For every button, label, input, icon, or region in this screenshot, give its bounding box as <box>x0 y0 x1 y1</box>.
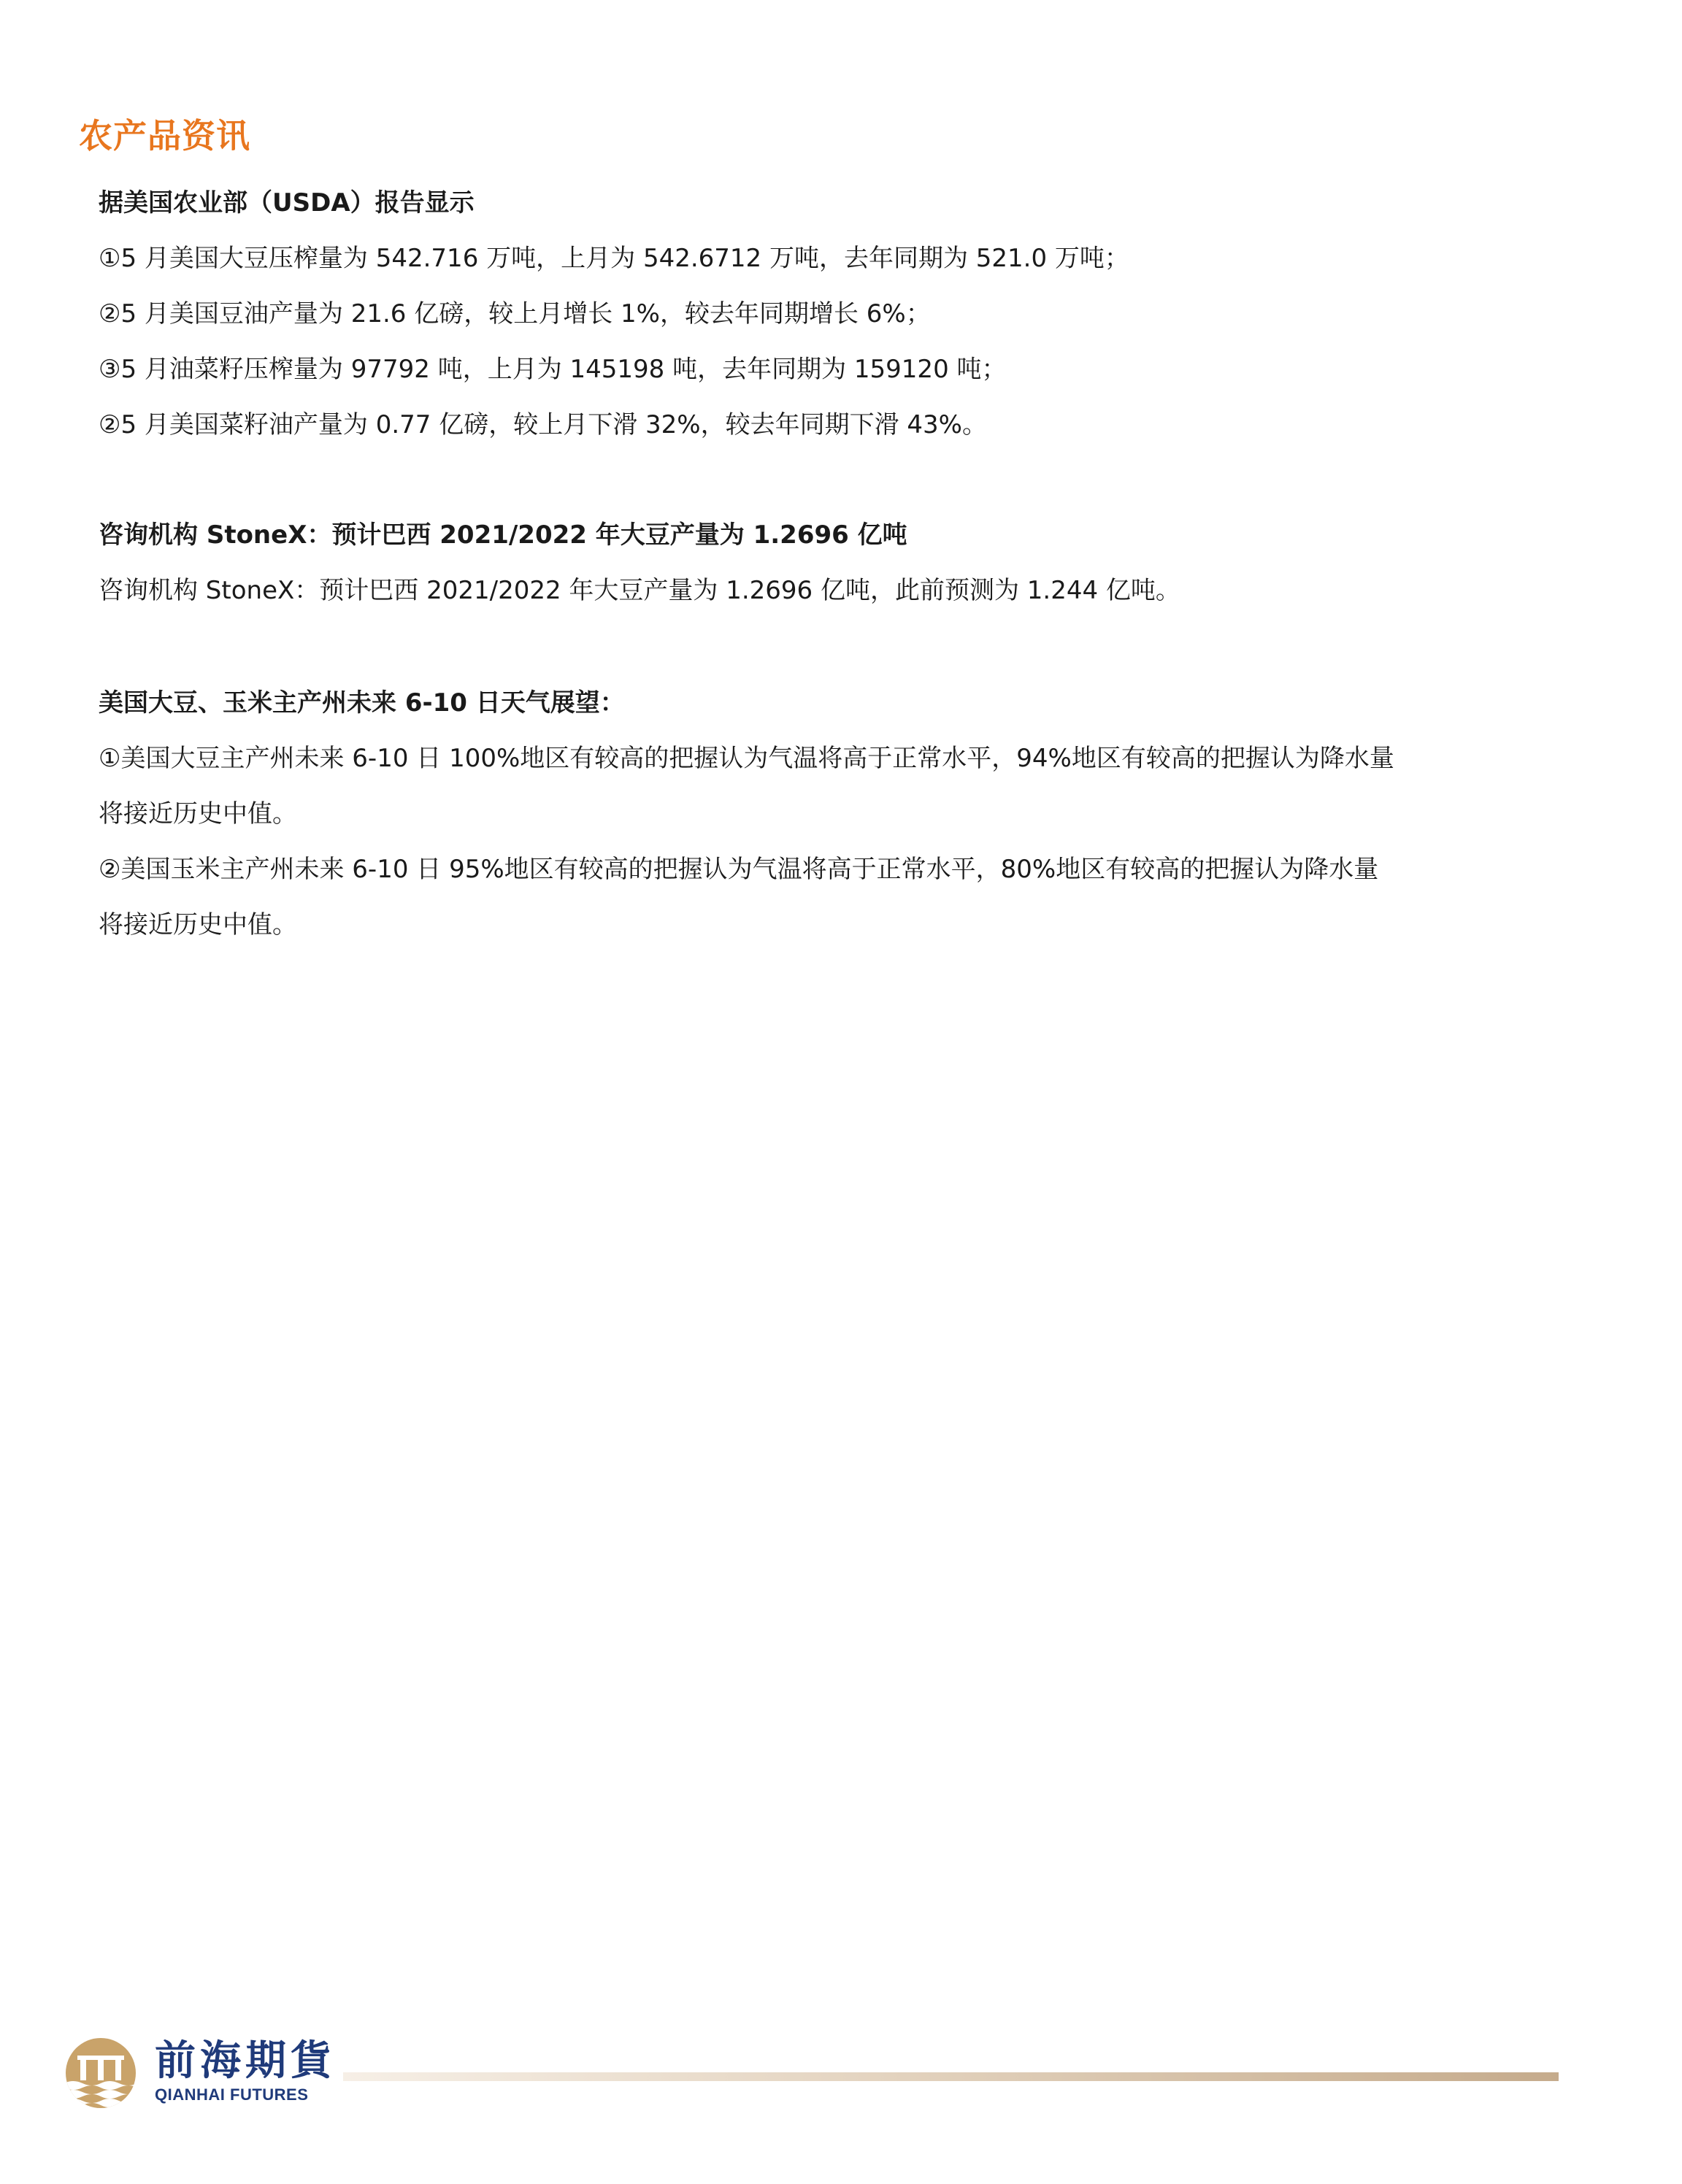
section-title: 农产品资讯 <box>79 116 250 155</box>
usda-heading: 据美国农业部（USDA）报告显示 <box>99 188 475 218</box>
brand-name-en: QIANHAI FUTURES <box>155 2085 309 2104</box>
stonex-heading: 咨询机构 StoneX：预计巴西 2021/2022 年大豆产量为 1.2696 亿吨 <box>99 520 907 550</box>
qianhai-logo-icon <box>64 2037 137 2110</box>
weather-heading: 美国大豆、玉米主产州未来 6-10 日天气展望： <box>99 688 625 718</box>
stonex-body: 咨询机构 StoneX：预计巴西 2021/2022 年大豆产量为 1.2696 亿吨，此前预测为 1.244 亿吨。 <box>99 576 1180 605</box>
footer-brand <box>155 2037 336 2105</box>
weather-line-1: ①美国大豆主产州未来 6-10 日 100%地区有较高的把握认为气温将高于正常水平，94%地区有较高的把握认为降水量 <box>99 744 1394 773</box>
stonex-block <box>99 507 1559 618</box>
usda-item-4: ②5 月美国菜籽油产量为 0.77 亿磅，较上月下滑 32%，较去年同期下滑 43%。 <box>99 410 987 439</box>
brand-name-cn: 前海期貨 <box>155 2037 336 2085</box>
weather-outlook-block <box>99 675 1559 953</box>
usda-item-3: ③5 月油菜籽压榨量为 97792 吨，上月为 145198 吨，去年同期为 159120 吨； <box>99 355 1007 384</box>
weather-line-3: ②美国玉米主产州未来 6-10 日 95%地区有较高的把握认为气温将高于正常水平，80%地区有较高的把握认为降水量 <box>99 855 1379 884</box>
weather-line-4: 将接近历史中值。 <box>99 910 297 939</box>
usda-item-2: ②5 月美国豆油产量为 21.6 亿磅，较上月增长 1%，较去年同期增长 6%； <box>99 299 931 328</box>
weather-line-2: 将接近历史中值。 <box>99 799 297 828</box>
usda-report-block <box>99 175 1559 453</box>
footer-divider <box>343 2072 1559 2081</box>
usda-item-1: ①5 月美国大豆压榨量为 542.716 万吨，上月为 542.6712 万吨，去年同期为 521.0 万吨； <box>99 244 1129 273</box>
